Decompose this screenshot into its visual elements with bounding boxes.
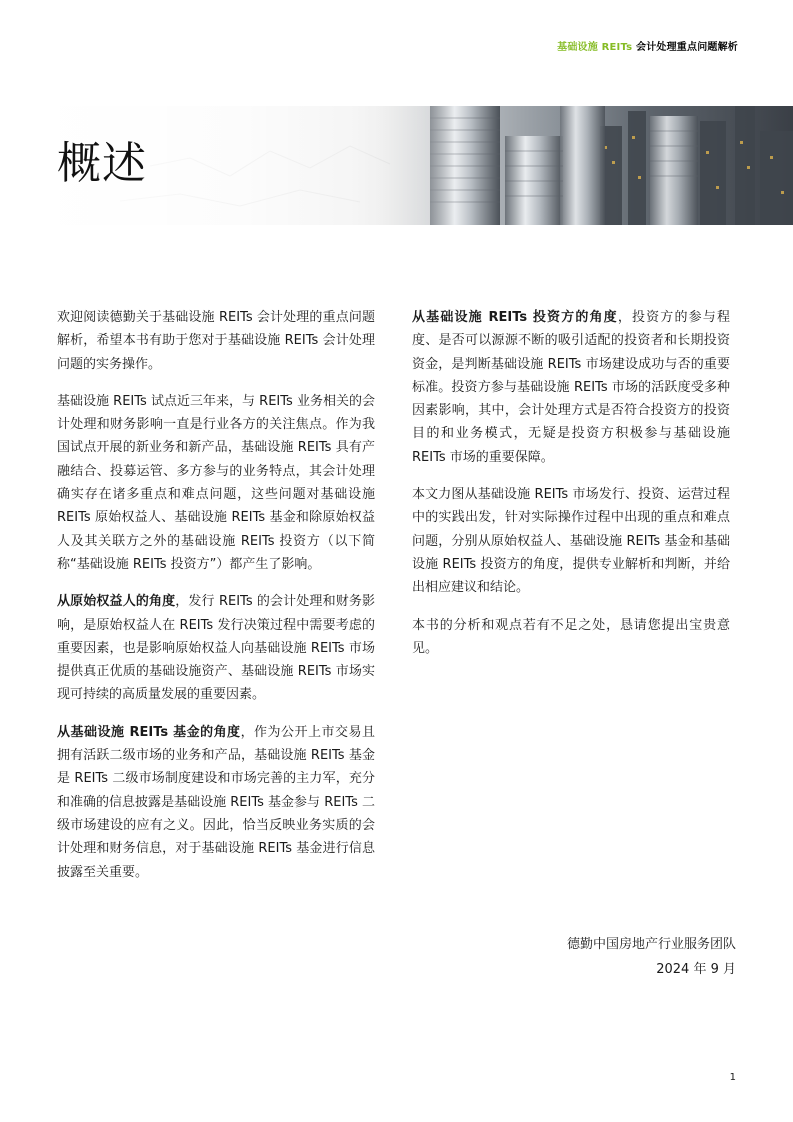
paragraph: 本书的分析和观点若有不足之处，恳请您提出宝贵意见。 [412,617,730,656]
paragraph-lead: 从基础设施 REITs 投资方的角度 [412,310,618,325]
paragraph [57,721,375,884]
running-header [557,38,738,53]
page-number: 1 [729,1072,736,1083]
paragraph-lead: 从原始权益人的角度 [57,594,176,610]
paragraph-body: ，投资方的参与程度、是否可以源源不断的吸引适配的投资者和长期投资资金，是判断基础设施 REITs 市场建设成功与否的重要标准。投资方参与基础设施 REITs 市场的活跃度受多种因素影响，其中，会计处理方式是否符合投资方的投资目的和业务模式，无疑是投资方积极参与基础设施 REITs 市场的重要保障。 [412,310,730,465]
paragraph: 基础设施 REITs 试点近三年来，与 REITs 业务相关的会计处理和财务影响一直是行业各方的关注焦点。作为我国试点开展的新业务和新产品，基础设施 REITs 具有产融结合、投募运管、多方参与的业务特点，其会计处理确实存在诸多重点和难点问题，这些问题对基础设施 REITs 原始权益人、基础设施 REITs 基金和除原始权益人及其关联方之外的基础设施 REITs 投资方（以下简称“基础设施 REITs 投资方”）都产生了影响。 [57,393,375,572]
paragraph: 欢迎阅读德勤关于基础设施 REITs 会计处理的重点问题解析，希望本书有助于您对于基础设施 REITs 会计处理问题的实务操作。 [57,310,375,372]
signature-date: 2024 年 9 月 [656,962,736,977]
paragraph [57,590,375,706]
signature-team: 德勤中国房地产行业服务团队 [566,937,736,952]
header-title-rest: 会计处理重点问题解析 [632,42,738,53]
paragraph [412,306,730,469]
paragraph-body: ，作为公开上市交易且拥有活跃二级市场的业务和产品，基础设施 REITs 基金是 REITs 二级市场制度建设和市场完善的主力军，充分和准确的信息披露是基础设施 REITs 基金参与 REITs 二级市场建设的应有之义。因此，恰当反映业务实质的会计处理和财务信息，对于基础设施 REITs 基金进行信息披露至关重要。 [57,724,375,880]
paragraph-lead: 从基础设施 REITs 基金的角度 [57,724,241,740]
signature [567,932,736,982]
left-column [57,306,375,898]
header-title-highlight: 基础设施 REITs [557,42,633,53]
paragraph-body: ，发行 REITs 的会计处理和财务影响，是原始权益人在 REITs 发行决策过程中需要考虑的重要因素，也是影响原始权益人向基础设施 REITs 市场提供真正优质的基础设施资产、基础设施 REITs 市场实现可持续的高质量发展的重要因素。 [57,594,375,703]
right-column [412,306,730,674]
paragraph: 本文力图从基础设施 REITs 市场发行、投资、运营过程中的实践出发，针对实际操作过程中出现的重点和难点问题，分别从原始权益人、基础设施 REITs 基金和基础设施 REITs 投资方的角度，提供专业解析和判断，并给出相应建议和结论。 [412,487,730,596]
banner-image [0,106,793,225]
page-title: 概述 [57,138,147,189]
